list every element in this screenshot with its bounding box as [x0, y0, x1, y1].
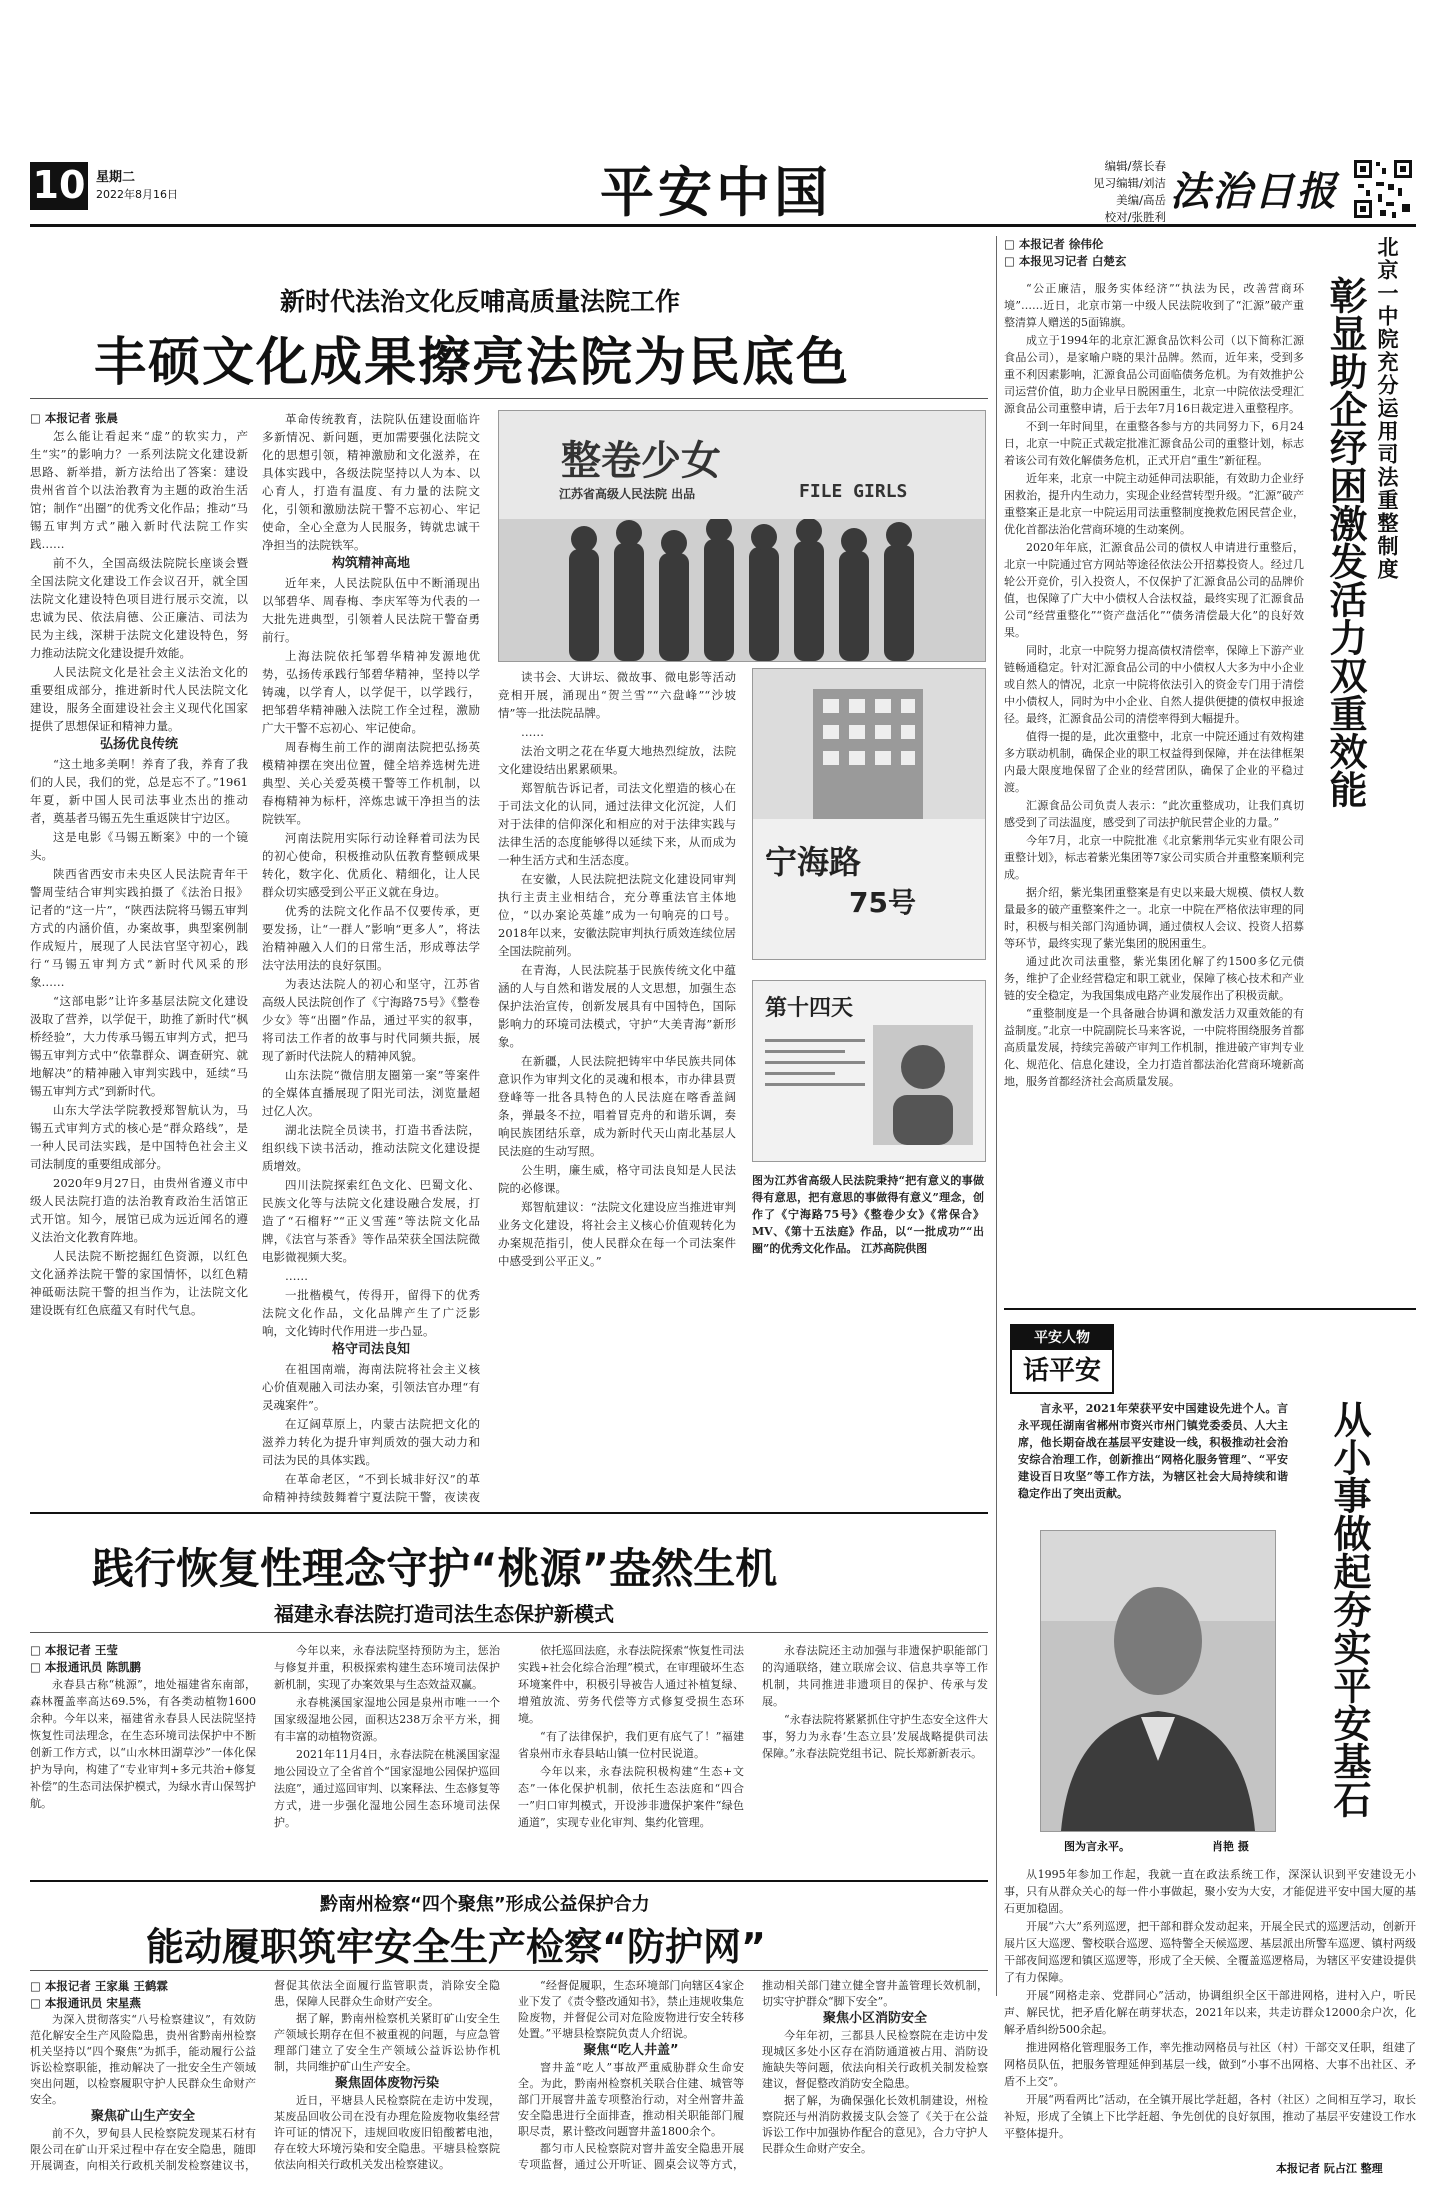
column-photo-caption: 图为言永平。	[1064, 1840, 1130, 1853]
paragraph: “永春法院将紧紧抓住守护生态安全这件大事，努力为永春‘生态立县’发展战略提供司法保障。”永春法院党组书记、院长郑新新表示。	[762, 1713, 988, 1760]
portrait-figure	[1041, 1531, 1275, 1831]
paragraph: 人民法院文化是社会主义法治文化的重要组成部分，推进新时代人民法院文化建设，服务全面建设社会主义现代化国家提供了思想保证和精神力量。	[30, 665, 248, 733]
editor-1: 编辑/蔡长春	[1104, 159, 1166, 173]
paragraph: 革命传统教育，法院队伍建设面临许多新情况、新问题，更加需要强化法院文化的思想引领，精神激励和文化滋养，在具体实践中，各级法院坚持以人为本、以心育人，打造有温度、有力量的法院文化，引领和激励法院干警不忘初心、牢记使命，全心全意为人民服务，铸就忠诚干净担当的法院铁军。	[262, 412, 480, 552]
paragraph: 怎么能让看起来“虚”的软实力，产生“实”的影响力？一系列法院文化建设新思路、新举措，新方法给出了答案：建设贵州省首个以法治教育为主题的政治生活馆；制作“出圈”的优秀文化作品；推动“马锡五审判方式”融入新时代法院工作实践……	[30, 429, 248, 551]
paragraph: 据了解，黔南州检察机关紧盯矿山安全生产领域长期存在但不被重视的问题，与应急管理部门建立了安全生产领域公益诉讼协作机制，共同维护矿山生产安全。	[274, 2012, 500, 2073]
article4-kicker: 黔南州检察“四个聚焦”形成公益保护合力	[320, 1894, 650, 1915]
paragraph: 在辽阔草原上，内蒙古法院把文化的滋养力转化为提升审判质效的强大动力和司法为民的具体实践。	[262, 1417, 480, 1467]
article1-byline: □ 本报记者 张晨	[30, 411, 118, 425]
paragraph: 通过此次司法重整，紫光集团化解了约1500多亿元债务，维护了企业经营稳定和职工就业，保障了核心技术和产业链的安全稳定，为我国集成电路产业发展作出了积极贡献。	[1004, 955, 1304, 1002]
paragraph: 据介绍，紫光集团重整案是有史以来最大规模、债权人数量最多的破产重整案件之一。北京一中院在严格依法审理的同时，积极与相关部门沟通协调，通过债权人会议、投资人招募等环节，最终实现了紫光集团的脱困重生。	[1004, 886, 1304, 950]
column-signature: 本报记者 阮占江 整理	[1276, 2162, 1383, 2175]
editor-4: 校对/张胜利	[1104, 210, 1166, 224]
paragraph: 近年来，人民法院队伍中不断涌现出以邹碧华、周春梅、李庆军等为代表的一大批先进典型，引领着人民法院干警奋勇前行。	[262, 576, 480, 644]
article2-byline-2: □ 本报见习记者 白楚玄	[1004, 254, 1127, 268]
paragraph: 永春桃溪国家湿地公园是泉州市唯一一个国家级湿地公园，面积达238万余平方米，拥有丰富的动植物资源。	[274, 1696, 500, 1743]
paragraph: 郑智航建议：“法院文化建设应当推进审判业务文化建设，将社会主义核心价值观转化为办案规范指引，使人民群众在每一个司法案件中感受到公平正义。”	[498, 1200, 736, 1268]
paragraph: 据了解，为确保强化长效机制建设，州检察院还与州消防救援支队会签了《关于在公益诉讼工作中加强协作配合的意见》，合力守护人民群众生命财产安全。	[762, 2094, 988, 2155]
paragraph: ……	[285, 1269, 308, 1283]
paragraph: 窨井盖“吃人”事故严重威胁群众生命安全。为此，黔南州检察机关联合住建、城管等部门开展窨井盖专项整治行动，对全州窨井盖安全隐患进行全面排查，推动相关职能部门履职尽责，累计整改问题窨井盖1800余个。	[518, 2061, 744, 2138]
article-divider-2	[30, 1880, 988, 1882]
poster-subtitle: FILE GIRLS	[799, 481, 908, 502]
paragraph: 开展“两看两比”活动，在全镇开展比学赶超，各村（社区）之间相互学习，取长补短，形成了全镇上下比学赶超、争先创优的良好氛围，推动了基层平安建设工作水平整体提升。	[1004, 2093, 1416, 2140]
article4-byline-1: □ 本报记者 王家巢 王鹤霖	[30, 1979, 168, 1993]
paragraph: 今年7月，北京一中院批准《北京紫荆华元实业有限公司重整计划》，标志着紫光集团等7家公司实质合并重整案顺利完成。	[1004, 834, 1304, 881]
paragraph: 湖北法院全员读书，打造书香法院，组织线下读书活动，推动法院文化建设提质增效。	[262, 1123, 480, 1173]
paragraph: 河南法院用实际行动诠释着司法为民的初心使命，积极推动队伍教育整顿成果转化，数字化、优质化、精细化，让人民群众切实感受到公平正义就在身边。	[262, 831, 480, 899]
paragraph: 在青海，人民法院基于民族传统文化中蕴涵的人与自然和谐发展的人文思想，加强生态保护法治宣传，创新发展具有中国特色，国际影响力的环境司法模式，守护“大美青海”新形象。	[498, 963, 736, 1049]
subheading: 聚焦固体废物污染	[334, 2076, 439, 2091]
paragraph: 一批楷模气，传得开，留得下的优秀法院文化作品，文化品牌产生了广泛影响，文化铸时代作用进一步凸显。	[262, 1288, 480, 1338]
poster-ninghai-road	[752, 668, 986, 960]
poster-text-lines	[765, 1031, 865, 1094]
article1-col2	[262, 410, 480, 1505]
paragraph: 永春法院还主动加强与非遗保护职能部门的沟通联络，建立联席会议、信息共享等工作机制，共同推进非遗项目的保护、传承与发展。	[762, 1644, 988, 1708]
poster-org: 江苏省高级人民法院 出品	[559, 487, 696, 501]
subheading: 弘扬优良传统	[99, 737, 178, 752]
paragraph: 在新疆，人民法院把铸牢中华民族共同体意识作为审判文化的灵魂和根本，市办律县贾登峰等一批各具特色的人民法庭在喀香盖阔条，弹最冬不拉，唱着冒克舟的和谐乐调，奏响民族团结乐章，成为新时代天山南北基层人民法庭的生动写照。	[498, 1054, 736, 1158]
paragraph: 推进网格化管理服务工作，率先推动网格员与社区（村）干部交叉任职，组建了网格员队伍，把服务管理延伸到基层一线，做到“小事不出网格、大事不出社区、矛盾不上交”。	[1004, 2041, 1416, 2088]
paragraph: 值得一提的是，此次重整中，北京一中院还通过有效构建多方联动机制，确保企业的职工权益得到保障，并在法律框架内最大限度地保留了企业的经营团队，确保了企业的平稳过渡。	[1004, 730, 1304, 794]
weekday: 星期二	[96, 170, 136, 185]
article3-byline-2: □ 本报通讯员 陈凯鹏	[30, 1660, 141, 1674]
article4-byline-2: □ 本报通讯员 宋星燕	[30, 1996, 141, 2010]
paragraph: 今年以来，永春法院积极构建“生态+文态”一体化保护机制，依托生态法庭和“四合一”归口审判模式，开设涉非遗保护案件“绿色通道”，实现专业化审判、集约化管理。	[518, 1765, 744, 1829]
poster-figures	[499, 519, 985, 661]
paragraph: 山东法院“微信朋友圈第一案”等案件的全媒体直播展现了阳光司法，浏览量超过亿人次。	[262, 1068, 480, 1118]
article3-subhead: 福建永春法院打造司法生态保护新模式	[274, 1602, 614, 1626]
paragraph: 近日，平塘县人民检察院在走访中发现，某废品回收公司在没有办理危险废物收集经营许可证的情况下，违规回收废旧铅酸蓄电池，存在较大环境污染和安全隐患。平塘县检察院依法向相关行政机关发出检察建议。	[274, 2094, 500, 2171]
editor-2: 见习编辑/刘洁	[1093, 176, 1166, 190]
paragraph: 陕西省西安市未央区人民法院青年干警周莹结合审判实践拍摄了《法治日报》记者的“这一片”，“陕西法院将马锡五审判方式的内涵价值，办案故事，典型案例制作成短片，展现了人民法官坚守初心，践行“马锡五审判方式”新时代风采的形象……	[30, 867, 248, 989]
poster-file-girls	[498, 410, 986, 662]
paragraph: 开展“六大”系列巡逻，把干部和群众发动起来，开展全民式的巡逻活动，创新开展片区大巡逻、警校联合巡逻、巡特警全天候巡逻、基层派出所警车巡逻、镇村两级干部夜间巡逻和镇区巡逻等，形成了全天候、全覆盖巡逻格局，为辖区平安建设提供了有力保障。	[1004, 1920, 1416, 1984]
section-title: 平安中国	[600, 161, 832, 224]
qr-code	[1352, 158, 1414, 220]
article1-col3	[498, 668, 736, 1506]
article3-byline-1: □ 本报记者 王莹	[30, 1643, 118, 1657]
paragraph: 读书会、大讲坛、微故事、微电影等活动竞相开展，涌现出“贺兰雪”“六盘峰”“沙坡情”等一批法院品牌。	[498, 670, 736, 720]
article2-bylines	[1004, 236, 1264, 276]
paragraph: 在革命老区，“不到长城非好汉”的革命精神持续鼓舞着宁夏法院干警，夜读夜	[262, 1472, 480, 1504]
article4-body	[30, 1978, 988, 2178]
column-body	[1004, 1866, 1416, 2166]
paragraph: 优秀的法院文化作品不仅要传承，更要发扬，让“一群人”影响“更多人”，将法治精神融入人们的日常生活，形成尊法学法守法用法的良好氛围。	[262, 904, 480, 972]
poster-small-title: 第十四天	[765, 996, 854, 1021]
paragraph: “有了法律保护，我们更有底气了！”福建省泉州市永春县岵山镇一位村民说道。	[518, 1730, 744, 1760]
article1-headline: 丰硕文化成果擦亮法院为民底色	[94, 333, 851, 393]
column-vertical-headline: 从小事做起夯实平安基石	[1327, 1400, 1371, 1818]
paragraph: 都匀市人民检察院对窨井盖安全隐患开展专项监督，通过公开听证、圆桌会议等方式，推动相关部门建立健全窨井盖管理长效机制，切实守护群众“脚下安全”。	[518, 1979, 988, 2171]
article4-head-rule	[30, 1970, 988, 1971]
paragraph: 上海法院依托邹碧华精神发源地优势，弘扬传承践行邹碧华精神，坚持以学铸魂，以学育人，以学促干，以学践行，把邹碧华精神融入法院工作全过程，激励广大干警不忘初心、牢记使命。	[262, 649, 480, 735]
newspaper-name: 法治日报	[1170, 168, 1338, 215]
paragraph: 汇源食品公司负责人表示：“此次重整成功，让我们真切感受到了司法温度，感受到了司法护航民营企业的力量。”	[1004, 799, 1304, 829]
paragraph: “重整制度是一个具备融合协调和激发活力双重效能的有益制度。”北京一中院副院长马来客说，一中院将围绕服务首都高质量发展，持续完善破产审判工作机制，推进破产审判专业化、规范化、信息化建设，全力打造首都法治化营商环境新高地，服务首都经济社会高质量发展。	[1004, 1007, 1304, 1088]
editor-list	[1070, 158, 1166, 226]
paragraph: 2021年11月4日，永春法院在桃溪国家湿地公园设立了全省首个“国家湿地公园保护巡回法庭”，通过巡回审判、以案释法、生态修复等方式，进一步强化湿地公园生态环境司法保护。	[274, 1748, 500, 1829]
paragraph: 为深入贯彻落实“八号检察建议”，有效防范化解安全生产风险隐患，贵州省黔南州检察机关坚持以“四个聚焦”为抓手，能动履行公益诉讼检察职能，推动解决了一批安全生产领域突出问题，以检察履职守护人民群众生命财产安全。	[30, 2013, 256, 2106]
article1-col1	[30, 410, 248, 1505]
subheading: 构筑精神高地	[331, 556, 410, 571]
article2-byline-1: □ 本报记者 徐伟伦	[1004, 237, 1104, 251]
poster-mid-title: 宁海路	[765, 843, 862, 881]
column-box-rule	[1004, 1308, 1416, 1310]
paragraph: ……	[521, 725, 544, 739]
poster-day-fourteen	[752, 980, 986, 1162]
masthead-rule	[30, 224, 1416, 227]
paragraph: 在祖国南端，海南法院将社会主义核心价值观融入司法办案，引领法官办理“有灵魂案件”。	[262, 1362, 480, 1412]
subheading: 聚焦“吃人井盖”	[583, 2043, 679, 2058]
paragraph: 前不久，罗甸县人民检察院发现某石材有限公司在矿山开采过程中存在安全隐患，随即开展调查，向相关行政机关制发检察建议书，督促其依法全面履行监管职责，消除安全隐患，保障人民群众生命财产安全。	[30, 1979, 500, 2172]
article2-vertical-kicker: 北京一中院充分运用司法重整制度	[1375, 236, 1399, 581]
page-number: 10	[32, 163, 86, 207]
issue-date: 2022年8月16日	[96, 188, 178, 201]
column-badge-word: 话平安	[1022, 1356, 1101, 1386]
paragraph: “这部电影”让许多基层法院文化建设汲取了营养，以学促干，助推了新时代“枫桥经验”，大力传承马锡五审判方式，把马锡五审判方式中“依靠群众、调查研究、就地解决”的精神融入审判实践中，延续“马锡五审判方式”到新时代。	[30, 994, 248, 1098]
paragraph: 从1995年参加工作起，我就一直在政法系统工作，深深认识到平安建设无小事，只有从群众关心的每一件小事做起，聚小安为大安，才能促进平安中国大厦的基石更加稳固。	[1004, 1868, 1416, 1915]
paragraph: 郑智航告诉记者，司法文化塑造的核心在于司法文化的认同，通过法律文化沉淀，人们对于法律的信仰深化和相应的对于法律实践与法律生活的态度能够得以延续下来，从而成为一种生活方式和生活态度。	[498, 781, 736, 867]
poster-title: 整卷少女	[561, 438, 721, 484]
portrait-illustration	[873, 1025, 973, 1145]
column-badge	[1010, 1324, 1114, 1394]
column-divider	[996, 236, 997, 1996]
paragraph: 这是电影《马锡五断案》中的一个镜头。	[30, 830, 248, 862]
building-illustration	[753, 669, 985, 819]
paragraph: 不到一年时间里，在重整各参与方的共同努力下，6月24日，北京一中院正式裁定批准汇源食品公司的重整计划，标志着该公司有效化解债务危机，正式开启“重生”新征程。	[1004, 420, 1304, 467]
poster-caption: 图为江苏省高级人民法院秉持“把有意义的事做得有意思，把有意思的事做得有意义”理念，创作了《宁海路75号》《整卷少女》《常保合》MV、《第十五法庭》作品，以“一批成功”“出圈”的优秀文化作品。 江苏高院供图	[752, 1174, 984, 1255]
paragraph: 同时，北京一中院努力提高债权清偿率，保障上下游产业链畅通稳定。针对汇源食品公司的中小债权人大多为中小企业或自然人的情况，北京一中院将依法引入的资金专门用于清偿中小债权人，同时为中小企业、自然人提供便捷的债权申报途径。最终，汇源食品公司的清偿率得到大幅提升。	[1004, 644, 1304, 725]
article1-kicker: 新时代法治文化反哺高质量法院工作	[280, 287, 681, 316]
paragraph: 成立于1994年的北京汇源食品饮料公司（以下简称汇源食品公司），是家喻户晓的果汁品牌。然而，近年来，受到多重不利因素影响，汇源食品公司面临债务危机。为有效推护公司运营价值，助力企业早日脱困重生，北京一中院依法受理汇源食品公司重整申请，后于去年7月16日裁定进入重整程序。	[1004, 334, 1304, 415]
subheading: 聚焦矿山生产安全	[90, 2109, 195, 2124]
article3-body	[30, 1642, 988, 1872]
article3-head-rule	[30, 1632, 988, 1633]
poster-mid-number: 75号	[849, 886, 916, 919]
column-photo-credit: 肖艳 摄	[1212, 1840, 1249, 1853]
paragraph: 公生明，廉生威，格守司法良知是人民法院的必修课。	[498, 1163, 736, 1195]
column-intro: 言永平，2021年荣获平安中国建设先进个人。言永平现任湖南省郴州市资兴市州门镇党委委员、人大主席，他长期奋战在基层平安建设一线，积极推动社会治安综合治理工作，创新推出“网格化服务管理”、“平安建设百日攻坚”等工作方法，为辖区社会大局持续和谐稳定作出了突出贡献。	[1018, 1402, 1288, 1500]
article3-headline: 践行恢复性理念守护“桃源”盎然生机	[92, 1544, 778, 1593]
paragraph: “这土地多美啊！养育了我，养育了我们的人民，我们的党，总是忘不了。”1961年夏，新中国人民司法事业杰出的推动者，奠基者马锡五先生重返陕甘宁边区。	[30, 757, 248, 825]
paragraph: 永春县古称“桃源”，地处福建省东南部，森林覆盖率高达69.5%，有各类动植物1600余种。今年以来，福建省永春县人民法院坚持恢复性司法理念，在生态环境司法保护中不断创新工作方式，以“山水林田湖草沙”一体化保护为导向，构建了“专业审判+多元共治+修复补偿”的生态司法保护模式，为绿水青山保驾护航。	[30, 1678, 256, 1810]
paragraph: 山东大学法学院教授郑智航认为，马锡五式审判方式的核心是“群众路线”，是一种人民司法实践，是中国特色社会主义司法制度的重要组成部分。	[30, 1103, 248, 1171]
article4-headline: 能动履职筑牢安全生产检察“防护网”	[146, 1925, 766, 1969]
paragraph: 为表达法院人的初心和坚守，江苏省高级人民法院创作了《宁海路75号》《整卷少女》等“出圈”作品，通过平实的叙事，将司法工作者的故事与时代同频共振，展现了新时代法院人的精神风貌。	[262, 977, 480, 1063]
paragraph: “经督促履职，生态环境部门向辖区4家企业下发了《责令整改通知书》，禁止违规收集危险废物，并督促公司对危险废物进行安全转移处置。”平塘县检察院负责人介绍说。	[518, 1979, 744, 2040]
paragraph: 2020年年底，汇源食品公司的债权人申请进行重整后，北京一中院通过官方网站等途径依法公开招募投资人。经过几轮公开竞价，引入投资人，不仅保护了汇源食品公司的品牌价值，也保障了广大中小债权人合法权益，最终实现了汇源食品公司“经营重整化”“资产盘活化”“债务清偿最大化”的良好效果。	[1004, 541, 1304, 639]
paragraph: “公正廉洁，服务实体经济”“执法为民，改善营商环境”……近日，北京市第一中级人民法院收到了“汇源”破产重整清算人赠送的5面锦旗。	[1004, 282, 1304, 329]
subheading: 聚焦小区消防安全	[822, 2011, 927, 2026]
article2-vertical-headline: 彰显助企纾困激发活力双重效能	[1323, 276, 1367, 808]
paragraph: 今年年初，三都县人民检察院在走访中发现城区多处小区存在消防通道被占用、消防设施缺失等问题，依法向相关行政机关制发检察建议，督促整改消防安全隐患。	[762, 2029, 988, 2090]
paragraph: 四川法院探索红色文化、巴蜀文化、民族文化等与法院文化建设融合发展，打造了“石榴籽”“正义雪莲”等法院文化品牌，《法官与茶香》等作品荣获全国法院微电影微视频大奖。	[262, 1178, 480, 1264]
paragraph: 法治文明之花在华夏大地热烈绽放，法院文化建设结出累累硕果。	[498, 744, 736, 776]
article-divider	[30, 1512, 988, 1514]
article1-head-rule	[30, 398, 988, 399]
paragraph: 人民法院不断挖掘红色资源，以红色文化涵养法院干警的家国情怀，以红色精神砥砺法院干警的担当作为，让法院文化建设既有红色底蕴又有时代气息。	[30, 1249, 248, 1317]
paragraph: 今年以来，永春法院坚持预防为主，惩治与修复并重，积极探索构建生态环境司法保护新机制，实现了办案效果与生态效益双赢。	[274, 1644, 500, 1691]
paragraph: 依托巡回法庭，永春法院探索“恢复性司法实践+社会化综合治理”模式，在审理破坏生态环境案件中，积极引导被告人通过补植复绿、增殖放流、劳务代偿等方式修复受损生态环境。	[518, 1644, 744, 1725]
editor-3: 美编/高岳	[1116, 193, 1166, 207]
paragraph: 周春梅生前工作的湖南法院把弘扬英模精神摆在突出位置，健全培养选树先进典型、关心关爱英模干警等工作机制，以春梅精神为标杆，淬炼忠诚干净担当的法院铁军。	[262, 740, 480, 826]
subheading: 格守司法良知	[331, 1342, 410, 1357]
paragraph: 前不久，全国高级法院院长座谈会暨全国法院文化建设工作会议召开，就全国法院文化建设特色项目进行展示交流，以忠诚为民、依法肩德、公正廉洁、司法为民为主线，深耕于法院文化建设特色，努力推动法院文化建设提升效能。	[30, 556, 248, 660]
paragraph: 在安徽，人民法院把法院文化建设同审判执行主责主业相结合，充分尊重法官主体地位，“以办案论英雄”成为一句响亮的口号。2018年以来，安徽法院审判执行质效连续位居全国法院前列。	[498, 872, 736, 958]
paragraph: 2020年9月27日，由贵州省遵义市中级人民法院打造的法治教育政治生活馆正式开馆。知今，展馆已成为远近闻名的遵义法治文化教育阵地。	[30, 1176, 248, 1244]
paragraph: 开展“网格走亲、党群同心”活动，协调组织全区干部进网格，进村入户，听民声、解民忧，把矛盾化解在萌芽状态，2021年以来，共走访群众12000余户次，化解矛盾纠纷500余起。	[1004, 1989, 1416, 2036]
column-badge-top: 平安人物	[1012, 1326, 1112, 1350]
article2-body-lower	[1004, 880, 1416, 1300]
column-portrait-photo	[1040, 1530, 1276, 1832]
paragraph: 近年来，北京一中院主动延伸司法职能，有效助力企业纾困救治，提升内生动力，实现企业经营转型升级。“汇源”破产重整案正是北京一中院运用司法重整制度挽救危困民营企业，优化首都法治化营商环境的生动案例。	[1004, 472, 1304, 536]
